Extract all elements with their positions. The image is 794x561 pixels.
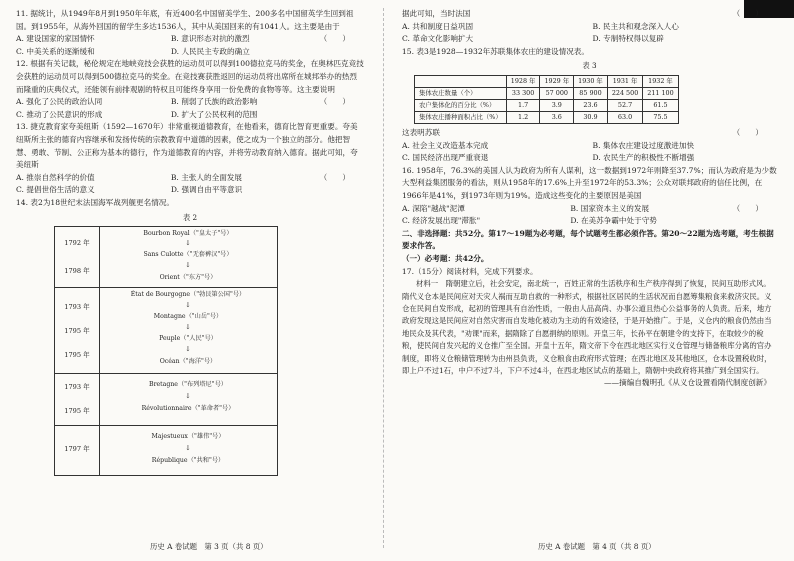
year-label: 1797 年	[64, 445, 90, 454]
option-c: C. 推动了公民意识的形成	[16, 109, 103, 119]
material-one: 材料一 隋朝建立后，社会安定，南北统一，百姓正常的生活秩序和生产秩序得到了恢复，民间互助形式风。隋代义仓本是民间应对天灾人祸而互助自救的一种形式，根据社区居民的生活状况而自愿筹集粮食来救济灾民。义仓在民间自发形成，起初的管理具有自治性质，一般由人品高尚、办事公道且热心公益事务的人负责。后来，地方政府发现这是民间应对自然灾害而自发地化被动为主动的有效途径，于是开始推广。于是，义仓内的粮食仍然由当地民众及其代表，"劝课"而来，据隋除了自愿捐纳的原则。开皇三年，长孙平在朝建令的支持下，在取较少的稅粮，使民间自发兴起的义仓推广至全国。开皇十五年，隋文帝下令在西北地区实行义仓管理与储备粮库分离的官办制度，即将义仓粮储管理转为由州县负责，义仓粮食由政府形式管理；在西北地区及其他地区，仓本设置税收时，即上户不过1石，中户不过7斗，下户不过4斗，在西北地区试点的基础上，隋朝中央政府将其推广到全国实行。	[402, 279, 772, 375]
table-cell: 224 500	[607, 87, 642, 99]
question-12-stem: 12. 根据有关记载，秘伦规定在地峡竞技会获胜的运动员可以得到100德拉克马的奖金，在奥林匹克竞技会获胜的运动员可以得到500德拉克马的奖金。在竞技赛获胜返回的运动员将出席所在城邦举办的热烈而隆重的庆典仪式，还能领有前排观剧的特权且可能终身享用一份免费的食物等等。这主要说明	[15, 59, 364, 94]
option-b: B. 意识形态对抗的激烈	[170, 34, 250, 44]
table-header-cell: 1930 年	[574, 75, 608, 87]
option-a: A. 深陷"越战"泥潭	[402, 203, 465, 213]
option-d: D. 在美苏争霸中处于守势	[570, 216, 657, 226]
question-15-answer-blank: （ ）	[732, 127, 763, 137]
row-label: 农户集体化的百分比（%）	[415, 99, 507, 111]
table-cell: 33 300	[506, 87, 540, 99]
question-17-heading: 17.（15分）阅读材料，完成下列要求。	[401, 266, 538, 276]
question-15-stem: 15. 表3是1928—1932年苏联集体农庄的建设情况表。	[401, 46, 589, 56]
section-2-heading: 二、非选择题：共52分。第17～19题为必考题，每个试题考生都必须作答。第20～22题为选考题，考生根据要求作答。	[401, 228, 774, 251]
table-cell: 75.5	[643, 111, 678, 123]
question-12-answer-blank: （ ）	[319, 97, 350, 107]
question-12-options	[16, 96, 320, 121]
year-label: 1792 年	[64, 239, 90, 248]
table-header-cell	[415, 75, 507, 87]
question-11-answer-blank: （ ）	[319, 34, 350, 44]
page-footer-left: 历史 A 卷试题 第 3 页（共 8 页）	[150, 542, 268, 551]
question-14-options	[402, 21, 777, 46]
arrow-icon: ↓	[185, 239, 191, 248]
option-c: C. 国民经济出现严重衰退	[402, 153, 489, 163]
section-2-subheading: （一）必考题：共42分。	[401, 253, 489, 263]
ship-name: Sans Culotte（"无套裤汉"号）	[143, 251, 233, 259]
arrow-icon: ↓	[185, 301, 191, 310]
table-cell: 23.6	[574, 99, 608, 111]
page-divider	[383, 8, 384, 548]
question-13-stem: 13. 捷克教育家夸美纽斯（1592—1670年）非常重视道德教育，在他看来，德育比智育更重要。夸美纽斯所主张的德育内容继承和发扬传统的宗教教育中道德的因素，使之成为一个独立的部分。他把智慧、勇敢、节制、公正称为基本的德行，作为道德教育的内容，并将劳动教育纳入德育。据此可知，夸美纽斯	[15, 122, 358, 170]
year-label: 1798 年	[64, 267, 90, 276]
question-16-answer-blank: （ ）	[732, 203, 763, 213]
option-b: B. 削弱了氏族的政治影响	[170, 97, 258, 107]
table-cell: 211 100	[643, 87, 678, 99]
table-header-cell: 1928 年	[506, 75, 540, 87]
ship-name: Orient（"东方"号）	[159, 274, 217, 282]
table-header-row	[415, 75, 679, 87]
question-14-stem: 14. 表2为18世纪末法国海军战列舰更名情况。	[15, 197, 174, 207]
option-c: C. 中美关系的逐渐缓和	[16, 46, 95, 56]
table-2-caption: 表 2	[182, 212, 198, 222]
table-3	[414, 75, 679, 124]
year-label: 1793 年	[64, 303, 90, 312]
ship-name: République（"共和"号）	[151, 457, 225, 465]
question-11-stem: 11. 据统计，从1949年8月到1950年年底，有近400名中国留美学生、200多名中国留英学生回到祖国。到1955年，从海外回国的留学生多达1536人，其中从美国回来的有1041人。这主要是由于	[15, 9, 354, 31]
ship-name: Bretagne（"布列塔尼"号）	[149, 381, 227, 389]
question-11-options	[16, 33, 320, 58]
option-a: A. 推崇自然科学的价值	[16, 172, 95, 182]
option-c: C. 经济发展出现"滞胀"	[402, 216, 481, 226]
year-label: 1795 年	[64, 327, 90, 336]
ship-name: Majestueux（"雄伟"号）	[151, 433, 225, 441]
option-c: C. 革命文化影响扩大	[402, 34, 474, 44]
table-2	[54, 226, 278, 476]
question-13-answer-blank: （ ）	[319, 172, 350, 182]
question-14-continuation: 据此可知，当时法国	[402, 9, 471, 18]
table-3-caption: 表 3	[582, 61, 597, 71]
table-cell: 61.5	[643, 99, 678, 111]
option-d: D. 专制特权得以复辟	[592, 34, 664, 44]
table-cell: 1.7	[506, 99, 540, 111]
table-cell: 85 900	[574, 87, 608, 99]
option-b: B. 集体农庄建设过度激进加快	[592, 140, 695, 150]
arrow-icon: ↓	[185, 392, 191, 401]
year-label: 1793 年	[64, 383, 90, 392]
option-b: B. 主张人的全面发展	[170, 172, 242, 182]
arrow-icon: ↓	[185, 444, 191, 453]
question-14-answer-blank: （ ）	[732, 9, 763, 18]
page-footer-right: 历史 A 卷试题 第 4 页（共 8 页）	[538, 542, 656, 551]
table-cell: 57 000	[540, 87, 574, 99]
table-2-group	[55, 425, 277, 475]
option-a: A. 共和制度日益巩固	[402, 21, 474, 31]
question-16-options	[402, 203, 733, 228]
option-d: D. 强调自由平等意识	[170, 185, 243, 195]
table-cell: 1.2	[506, 111, 540, 123]
ship-name: Bourbon Royal（"皇太子"号）	[143, 230, 233, 238]
arrow-icon: ↓	[185, 261, 191, 270]
option-d: D. 人民民主专政的确立	[170, 46, 250, 56]
row-label: 集体农庄数量（个）	[415, 87, 507, 99]
table-header-cell: 1932 年	[643, 75, 678, 87]
table-cell: 3.6	[540, 111, 574, 123]
ship-name: État de Bourgogne（"勃艮第公国"号）	[130, 291, 246, 299]
table-cell: 3.9	[540, 99, 574, 111]
option-a: A. 社会主义改造基本完成	[402, 140, 489, 150]
table-header-cell: 1929 年	[540, 75, 574, 87]
option-d: D. 农民生产的积极性不断增强	[592, 153, 695, 163]
table-2-group	[55, 287, 277, 374]
ship-name: Océan（"海洋"号）	[159, 358, 217, 366]
year-label: 1795 年	[64, 351, 90, 360]
table-2-group	[55, 227, 277, 288]
right-page	[402, 8, 777, 390]
material-source: ——摘编自魏明孔《从义仓设置看隋代制度创新》	[603, 378, 771, 388]
table-2-group	[55, 373, 277, 426]
question-15-options	[402, 140, 777, 165]
question-16-stem: 16. 1958年，76.3%的美国人认为政府为所有人谋利，这一数据到1972年则降至37.7%；而认为政府是为少数大型利益集团服务的看法，则从1958年的17.6%上升至1972年的53.3%；公众对联邦政府的信任比例，在1966年是41%，到1973年则为19%。造成这些变化的主要原因是美国	[401, 165, 777, 200]
row-label: 集体农庄播种面积占比（%）	[415, 111, 507, 123]
question-13-options	[16, 172, 320, 197]
year-label: 1795 年	[64, 407, 90, 416]
option-a: A. 强化了公民的政治认同	[16, 97, 103, 107]
ship-name: Révolutionnaire（"革命者"号）	[141, 405, 235, 413]
option-c: C. 提倡世俗生活的意义	[16, 185, 95, 195]
ship-name: Peuple（"人民"号）	[159, 335, 217, 343]
arrow-icon: ↓	[185, 323, 191, 332]
option-b: B. 国家资本主义的发展	[570, 203, 650, 213]
option-b: B. 民主共和观念深入人心	[592, 21, 679, 31]
ship-name: Montagne（"山岳"号）	[153, 313, 223, 321]
table-header-cell: 1931 年	[607, 75, 642, 87]
table-row	[415, 111, 679, 123]
table-cell: 30.9	[574, 111, 608, 123]
table-row	[415, 99, 679, 111]
question-15-continuation: 这表明苏联	[402, 127, 440, 137]
table-cell: 52.7	[607, 99, 642, 111]
option-d: D. 扩大了公民权利的范围	[170, 109, 258, 119]
table-row	[415, 87, 679, 99]
arrow-icon: ↓	[185, 345, 191, 354]
option-a: A. 建设国家的家国情怀	[16, 34, 95, 44]
table-cell: 63.0	[607, 111, 642, 123]
left-page	[16, 8, 364, 476]
